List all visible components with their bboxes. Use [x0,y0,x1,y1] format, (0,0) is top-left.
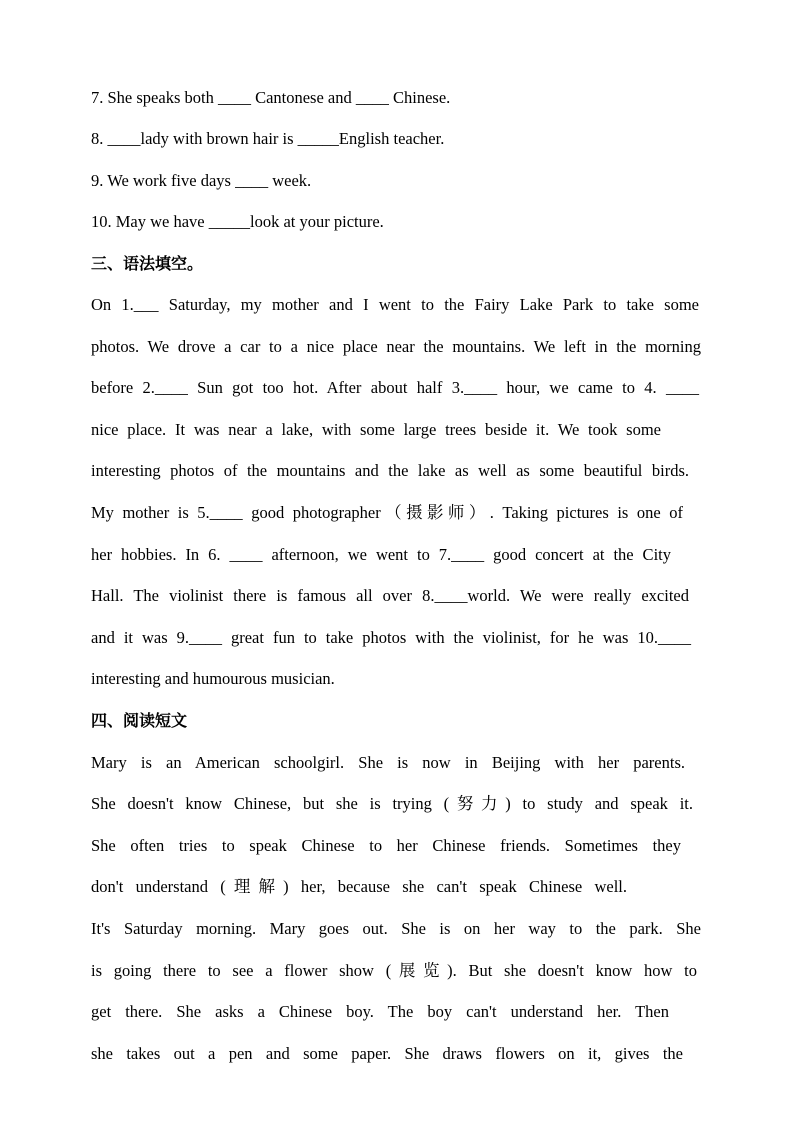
passage-three-line: Hall. The violinist there is famous all over 8.____world. We were really excited [91,586,689,605]
passage-three-line: before 2.____ Sun got too hot. After about half 3.____ hour, we came to 4. ____ [91,378,699,397]
reading-passage-line: Mary is an American schoolgirl. She is now in Beijing with her parents. [91,753,685,772]
passage-three-line: interesting photos of the mountains and the lake as well as some beautiful birds. [91,461,689,480]
exercise-item-7: 7. She speaks both ____ Cantonese and ____ Chinese. [91,88,451,107]
reading-passage-line: She doesn't know Chinese, but she is trying (努力) to study and speak it. [91,794,693,813]
section-four-heading: 四、阅读短文 [91,711,188,730]
reading-passage-line: get there. She asks a Chinese boy. The boy can't understand her. Then [91,1002,669,1021]
exercise-item-8: 8. ____lady with brown hair is _____English teacher. [91,129,445,148]
reading-passage-line: is going there to see a flower show (展览). But she doesn't know how to [91,961,697,980]
passage-three-line: her hobbies. In 6. ____ afternoon, we went to 7.____ good concert at the City [91,545,671,564]
passage-three-line: On 1.___ Saturday, my mother and I went to the Fairy Lake Park to take some [91,295,699,314]
reading-passage-line: don't understand (理解) her, because she can't speak Chinese well. [91,877,627,896]
reading-passage-line: she takes out a pen and some paper. She draws flowers on it, gives the [91,1044,683,1063]
exercise-item-10: 10. May we have _____look at your picture. [91,212,384,231]
passage-three-line: photos. We drove a car to a nice place near the mountains. We left in the morning [91,337,701,356]
reading-passage-line: It's Saturday morning. Mary goes out. She is on her way to the park. She [91,919,701,938]
reading-passage-line: She often tries to speak Chinese to her Chinese friends. Sometimes they [91,836,681,855]
section-three-heading: 三、语法填空。 [91,254,204,273]
exercise-item-9: 9. We work five days ____ week. [91,171,312,190]
passage-three-line: interesting and humourous musician. [91,669,335,688]
passage-three-line: My mother is 5.____ good photographer（摄影师）. Taking pictures is one of [91,503,683,522]
passage-three-line: and it was 9.____ great fun to take photos with the violinist, for he was 10.____ [91,628,691,647]
passage-three-line: nice place. It was near a lake, with some large trees beside it. We took some [91,420,661,439]
